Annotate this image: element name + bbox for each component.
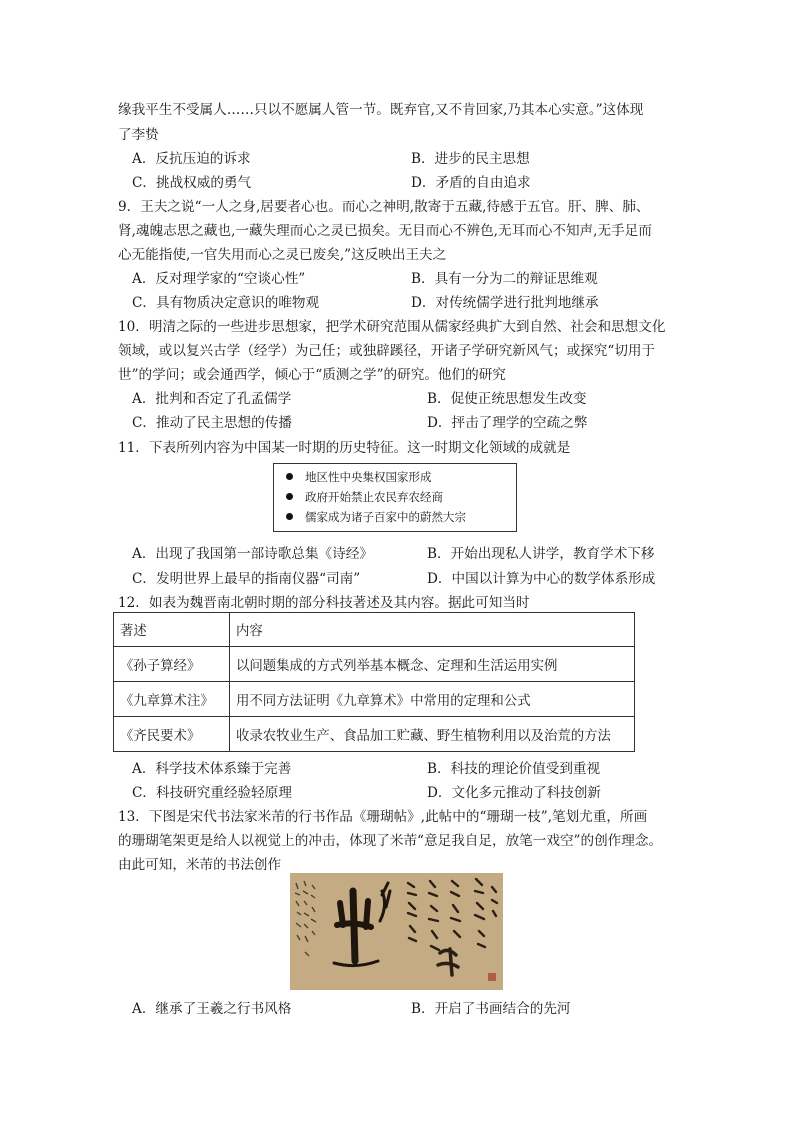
q9-stem-line-1: 9．王夫之说“一人之身,居要者心也。而心之神明,散寄于五藏,待感于五官。肝、脾、肺、 (118, 199, 650, 215)
q9-option-a: A．反对理学家的“空谈心性” (132, 271, 306, 287)
q11-bullet-text: 政府开始禁止农民弃农经商 (305, 490, 443, 504)
table-header-cell: 著述 (114, 613, 230, 647)
q11-option-d: D．中国以计算为中心的数学体系形成 (427, 571, 656, 587)
bullet-dot-icon (286, 473, 293, 480)
q10-option-a: A．批判和否定了孔孟儒学 (132, 391, 292, 407)
q12-option-d: D．文化多元推动了科技创新 (427, 785, 602, 801)
bullet-dot-icon (286, 493, 293, 500)
q13-option-a: A．继承了王羲之行书风格 (132, 1001, 292, 1017)
q10-stem-line-2: 领域，或以复兴古学（经学）为己任；或独辟蹊径，开诸子学研究新风气；或探究“切用于 (118, 343, 656, 359)
table-cell: 《齐民要术》 (114, 717, 230, 752)
q12-option-b: B．科技的理论价值受到重视 (427, 761, 601, 777)
q9-option-b: B．具有一分为二的辩证思维观 (411, 271, 598, 287)
q8-option-c: C．挑战权威的勇气 (132, 175, 252, 191)
q13-stem-line-1: 13．下图是宋代书法家米芾的行书作品《珊瑚帖》,此帖中的“珊瑚一枝”,笔划尤重，所画 (118, 809, 648, 825)
q9-stem-line-3: 心无能指使,一官失用而心之灵已废矣,”这反映出王夫之 (118, 247, 447, 263)
table-header-cell: 内容 (230, 613, 635, 647)
q8-stem-line-1: 缘我平生不受属人……只以不愿属人管一节。既弃官,又不肯回家,乃其本心实意。”这体现 (118, 102, 644, 118)
table-cell: 《孙子算经》 (114, 647, 230, 682)
q11-option-b: B．开始出现私人讲学，教育学术下移 (427, 546, 655, 562)
table-cell: 《九章算术注》 (114, 682, 230, 717)
q10-option-c: C．推动了民主思想的传播 (132, 415, 292, 431)
q9-stem-line-2: 肾,魂魄志思之藏也,一藏失理而心之灵已损矣。无目而心不辨色,无耳而心不知声,无手足而 (118, 223, 652, 239)
q11-stem: 11．下表所列内容为中国某一时期的历史特征。这一时期文化领域的成就是 (118, 440, 571, 456)
q10-option-d: D．抨击了理学的空疏之弊 (427, 415, 588, 431)
table-row (114, 717, 635, 752)
q8-stem-line-2: 了李贽 (118, 127, 159, 143)
table-header-row (114, 613, 635, 647)
q8-option-b: B．进步的民主思想 (411, 151, 530, 167)
q11-bullet-text: 儒家成为诸子百家中的蔚然大宗 (305, 510, 466, 524)
q9-option-c: C．具有物质决定意识的唯物观 (132, 295, 320, 311)
q10-option-b: B．促使正统思想发生改变 (427, 391, 587, 407)
q11-bullet-item (286, 509, 466, 525)
table-cell: 用不同方法证明《九章算术》中常用的定理和公式 (230, 682, 635, 717)
table-row (114, 647, 635, 682)
table-row (114, 682, 635, 717)
q11-option-a: A．出现了我国第一部诗歌总集《诗经》 (132, 546, 373, 562)
q12-stem: 12．如表为魏晋南北朝时期的部分科技著述及其内容。据此可知当时 (118, 595, 530, 611)
coral-calligraphy-icon (290, 873, 503, 990)
calligraphy-image (290, 873, 503, 990)
q8-option-a: A．反抗压迫的诉求 (132, 151, 251, 167)
table-cell: 以问题集成的方式列举基本概念、定理和生活运用实例 (230, 647, 635, 682)
q13-stem-line-3: 由此可知，米芾的书法创作 (118, 857, 282, 873)
q10-stem-line-1: 10．明清之际的一些进步思想家，把学术研究范围从儒家经典扩大到自然、社会和思想文化 (118, 319, 666, 335)
q10-stem-line-3: 世”的学问；或会通西学，倾心于“质测之学”的研究。他们的研究 (118, 367, 506, 383)
q12-option-c: C．科技研究重经验轻原理 (132, 785, 292, 801)
q11-bullet-item (286, 489, 443, 505)
q12-option-a: A．科学技术体系臻于完善 (132, 761, 292, 777)
q13-stem-line-2: 的珊瑚笔架更是给人以视觉上的冲击，体现了米芾“意足我自足，放笔一戏空”的创作理念。 (118, 833, 663, 849)
table-cell: 收录农牧业生产、食品加工贮藏、野生植物利用以及治荒的方法 (230, 717, 635, 752)
q9-option-d: D．对传统儒学进行批判地继承 (411, 295, 599, 311)
q8-option-d: D．矛盾的自由追求 (411, 175, 531, 191)
q12-table (113, 612, 635, 752)
q11-bullet-item (286, 469, 432, 485)
q11-option-c: C．发明世界上最早的指南仪器“司南” (132, 571, 361, 587)
bullet-dot-icon (286, 513, 293, 520)
q11-bullet-text: 地区性中央集权国家形成 (305, 470, 432, 484)
q11-feature-box (273, 463, 517, 532)
q13-option-b: B．开启了书画结合的先河 (411, 1001, 571, 1017)
